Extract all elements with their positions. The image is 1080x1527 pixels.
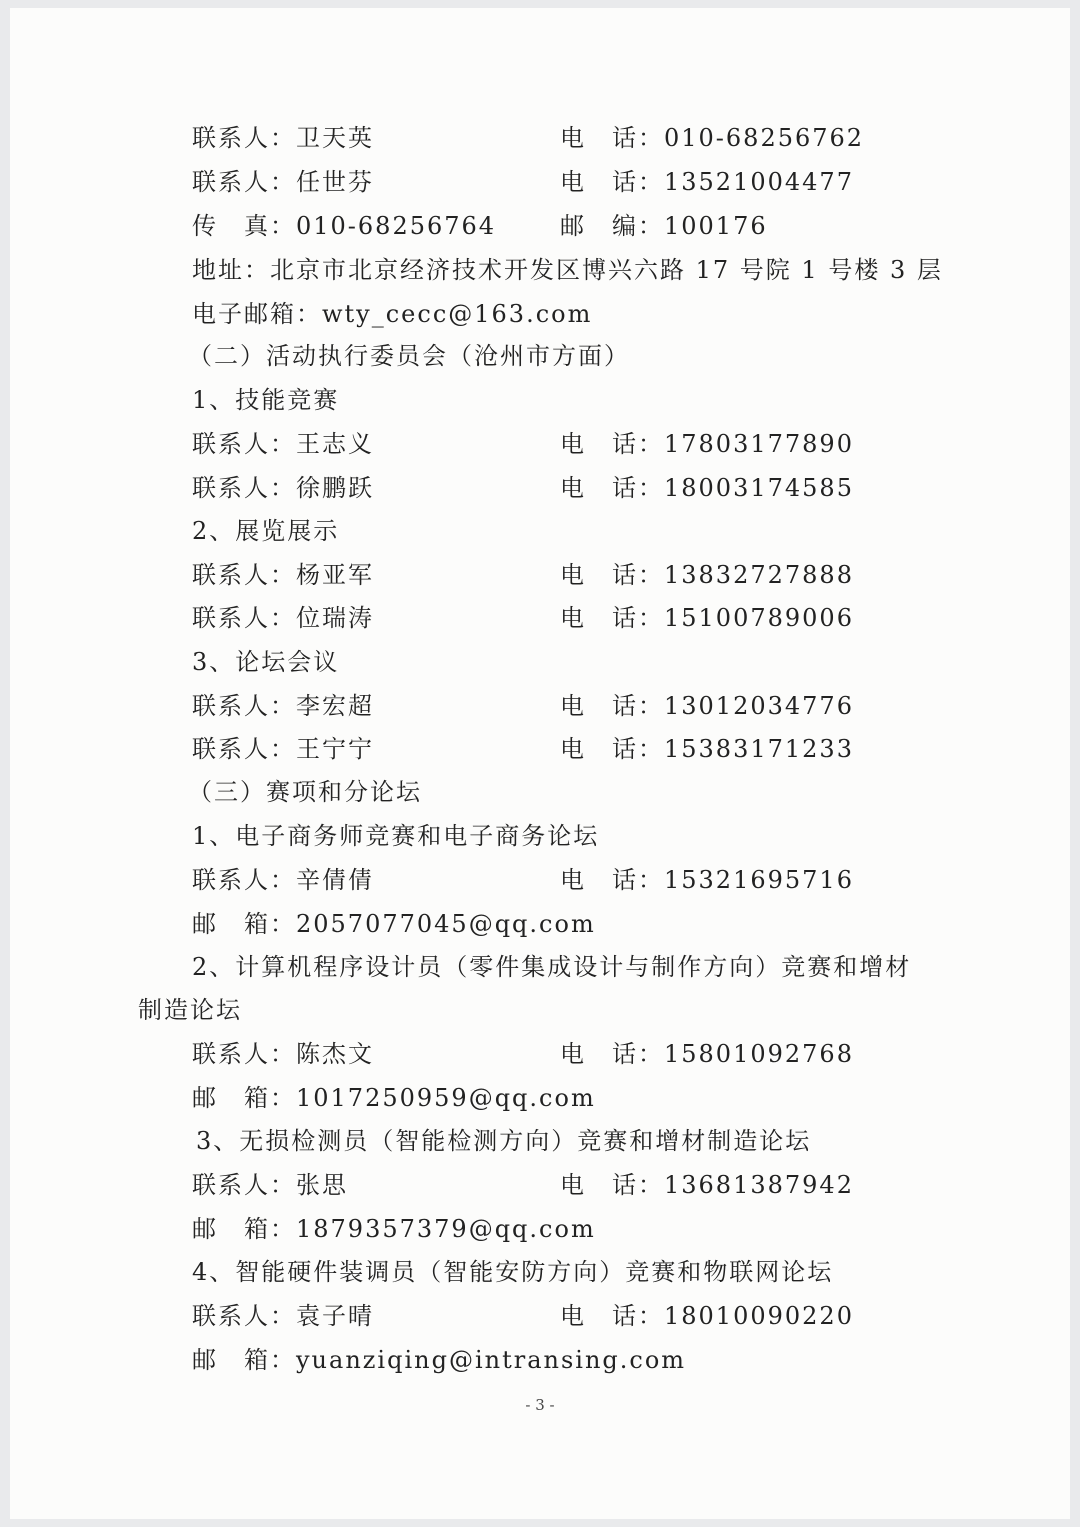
subsection-heading: 2、计算机程序设计员（零件集成设计与制作方向）竞赛和增材 — [192, 953, 912, 981]
contact-phone: 电 话：13012034776 — [560, 692, 854, 720]
section-heading: （二）活动执行委员会（沧州市方面） — [188, 342, 630, 370]
subsection-heading: 1、技能竞赛 — [192, 386, 340, 414]
contact-phone: 电 话：18010090220 — [560, 1302, 854, 1330]
email-line: 电子邮箱：wty_cecc@163.com — [192, 300, 593, 328]
contact-name: 联系人：任世芬 — [192, 168, 374, 196]
subsection-heading: 3、论坛会议 — [192, 648, 340, 676]
section-heading: （三）赛项和分论坛 — [188, 778, 422, 806]
contact-phone: 电 话：010-68256762 — [560, 124, 865, 152]
contact-phone: 电 话：13681387942 — [560, 1171, 854, 1199]
subsection-heading: 4、智能硬件装调员（智能安防方向）竞赛和物联网论坛 — [192, 1258, 834, 1286]
address-line: 地址：北京市北京经济技术开发区博兴六路 17 号院 1 号楼 3 层 — [192, 256, 943, 284]
fax-line: 传 真：010-68256764 — [192, 212, 497, 240]
email-line: 邮 箱：1879357379@qq.com — [192, 1215, 596, 1243]
postcode-line: 邮 编：100176 — [560, 212, 768, 240]
contact-phone: 电 话：18003174585 — [560, 474, 854, 502]
contact-name: 联系人：陈杰文 — [192, 1040, 374, 1068]
contact-phone: 电 话：13521004477 — [560, 168, 854, 196]
contact-name: 联系人：位瑞涛 — [192, 604, 374, 632]
contact-name: 联系人：王宁宁 — [192, 735, 374, 763]
contact-phone: 电 话：17803177890 — [560, 430, 854, 458]
subsection-heading: 2、展览展示 — [192, 517, 340, 545]
contact-name: 联系人：徐鹏跃 — [192, 474, 374, 502]
contact-phone: 电 话：15383171233 — [560, 735, 854, 763]
document-page — [10, 8, 1070, 1519]
email-line: 邮 箱：2057077045@qq.com — [192, 910, 596, 938]
subsection-heading: 1、电子商务师竞赛和电子商务论坛 — [192, 822, 600, 850]
email-line: 邮 箱：yuanziqing@intransing.com — [192, 1346, 687, 1374]
email-line: 邮 箱：1017250959@qq.com — [192, 1084, 596, 1112]
contact-name: 联系人：张思 — [192, 1171, 348, 1199]
contact-name: 联系人：卫天英 — [192, 124, 374, 152]
subsection-heading: 3、无损检测员（智能检测方向）竞赛和增材制造论坛 — [196, 1127, 812, 1155]
contact-name: 联系人：袁子晴 — [192, 1302, 374, 1330]
contact-phone: 电 话：15321695716 — [560, 866, 854, 894]
contact-name: 联系人：辛倩倩 — [192, 866, 374, 894]
contact-name: 联系人：杨亚军 — [192, 561, 374, 589]
contact-name: 联系人：李宏超 — [192, 692, 374, 720]
contact-phone: 电 话：15801092768 — [560, 1040, 854, 1068]
contact-phone: 电 话：15100789006 — [560, 604, 854, 632]
page-number: - 3 - — [525, 1396, 555, 1414]
subsection-heading-continued: 制造论坛 — [138, 996, 242, 1024]
contact-phone: 电 话：13832727888 — [560, 561, 854, 589]
contact-name: 联系人：王志义 — [192, 430, 374, 458]
